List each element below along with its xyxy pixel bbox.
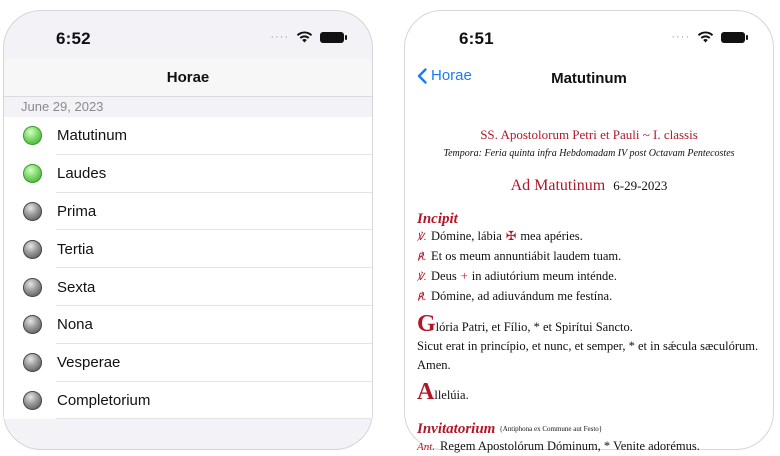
- versicle-mark: ℣.: [417, 272, 427, 283]
- gloria-initial: G: [417, 311, 436, 337]
- response-mark: ℟.: [417, 292, 427, 303]
- incipit-text: Deus: [431, 269, 457, 283]
- response-mark: ℟.: [417, 252, 427, 263]
- hour-label: Prima: [57, 202, 97, 220]
- incipit-text: Et os meum annuntiábit laudem tuam.: [431, 249, 622, 263]
- office-text: [405, 101, 773, 456]
- phone-screen-horae: [3, 10, 373, 450]
- invitatorium-note: {Antiphona ex Commune aut Festo}: [499, 425, 603, 433]
- hour-heading-date: 6-29-2023: [613, 178, 668, 193]
- chevron-left-icon: [417, 68, 427, 84]
- hour-list-item[interactable]: [4, 306, 372, 344]
- pending-status-icon: [23, 391, 42, 410]
- antiphon-mark: Ant.: [417, 441, 436, 453]
- back-button-label: Horae: [431, 67, 472, 84]
- back-button[interactable]: [417, 67, 472, 84]
- gloria-paragraph: [417, 311, 761, 375]
- hour-label: Laudes: [57, 165, 107, 183]
- nav-title: Horae: [166, 69, 210, 86]
- incipit-text-continued: mea apéries.: [520, 229, 583, 243]
- hour-label: Nona: [57, 316, 93, 334]
- battery-icon: [721, 32, 745, 43]
- antiphon-line: [417, 437, 761, 456]
- hours-list: [4, 117, 372, 419]
- versicle-mark: ℣.: [417, 232, 427, 243]
- phone-screen-matutinum: [404, 10, 774, 453]
- antiphon-text: Regem Apostolórum Dóminum, * Venite adorémus.: [440, 439, 700, 453]
- incipit-line: [417, 267, 761, 287]
- hour-list-item[interactable]: [4, 382, 372, 420]
- incipit-text: Dómine, lábia: [431, 229, 502, 243]
- pending-status-icon: [23, 202, 42, 221]
- gloria-continuation: Sicut erat in princípio, et nunc, et semper, * et in sǽcula sæculórum. Amen.: [417, 339, 759, 372]
- signal-dots-icon: ····: [270, 30, 289, 43]
- hour-list-item[interactable]: [4, 230, 372, 268]
- status-icons: [671, 31, 745, 43]
- section-date-header: June 29, 2023: [4, 97, 372, 117]
- hour-list-item[interactable]: [4, 268, 372, 306]
- gloria-text: lória Patri, et Fílio, * et Spirítui Sancto.: [435, 320, 633, 334]
- hour-label: Matutinum: [57, 127, 128, 145]
- status-icons: [270, 31, 344, 43]
- pending-status-icon: [23, 278, 42, 297]
- invitatorium-title: [417, 421, 761, 437]
- hour-heading: [405, 177, 773, 195]
- hour-list-item[interactable]: [4, 344, 372, 382]
- status-bar: [405, 11, 773, 59]
- hour-list-item[interactable]: [4, 117, 372, 155]
- incipit-line: [417, 287, 761, 307]
- wifi-icon: [697, 31, 714, 43]
- incipit-lines: [417, 227, 761, 307]
- navigation-bar: [4, 59, 372, 97]
- invitatorium-label: Invitatorium: [417, 421, 496, 437]
- alleluia-initial: A: [417, 379, 435, 405]
- alleluia-paragraph: [417, 379, 761, 405]
- cross-symbol-icon: ✠: [505, 229, 517, 243]
- hour-list-item[interactable]: [4, 155, 372, 193]
- alleluia-text: llelúia.: [434, 388, 469, 402]
- incipit-line: [417, 247, 761, 267]
- incipit-line: [417, 227, 761, 247]
- signal-dots-icon: ····: [671, 30, 690, 43]
- hour-heading-title: Ad Matutinum: [510, 177, 606, 194]
- hour-label: Tertia: [57, 240, 94, 258]
- feast-title: SS. Apostolorum Petri et Pauli ~ I. classis: [480, 127, 698, 142]
- cross-symbol-icon: +: [460, 269, 468, 283]
- hour-list-item[interactable]: [4, 193, 372, 231]
- completed-status-icon: [23, 126, 42, 145]
- completed-status-icon: [23, 164, 42, 183]
- incipit-text: Dómine, ad adiuvándum me festína.: [431, 289, 613, 303]
- incipit-text-continued: in adiutórium meum inténde.: [471, 269, 617, 283]
- incipit-section: [405, 211, 773, 456]
- tempora-line: Tempora: Feria quinta infra Hebdomadam IV post Octavam Pentecostes: [443, 148, 735, 159]
- incipit-title: Incipit: [417, 211, 458, 227]
- wifi-icon: [296, 31, 313, 43]
- status-bar: [4, 11, 372, 59]
- nav-title: Matutinum: [551, 69, 627, 87]
- pending-status-icon: [23, 353, 42, 372]
- pending-status-icon: [23, 315, 42, 334]
- hour-label: Vesperae: [57, 354, 121, 372]
- pending-status-icon: [23, 240, 42, 259]
- hour-label: Completorium: [57, 391, 151, 409]
- navigation-bar: [405, 59, 773, 97]
- status-time: 6:52: [56, 29, 91, 48]
- battery-icon: [320, 32, 344, 43]
- hour-label: Sexta: [57, 278, 96, 296]
- status-time: 6:51: [459, 29, 494, 48]
